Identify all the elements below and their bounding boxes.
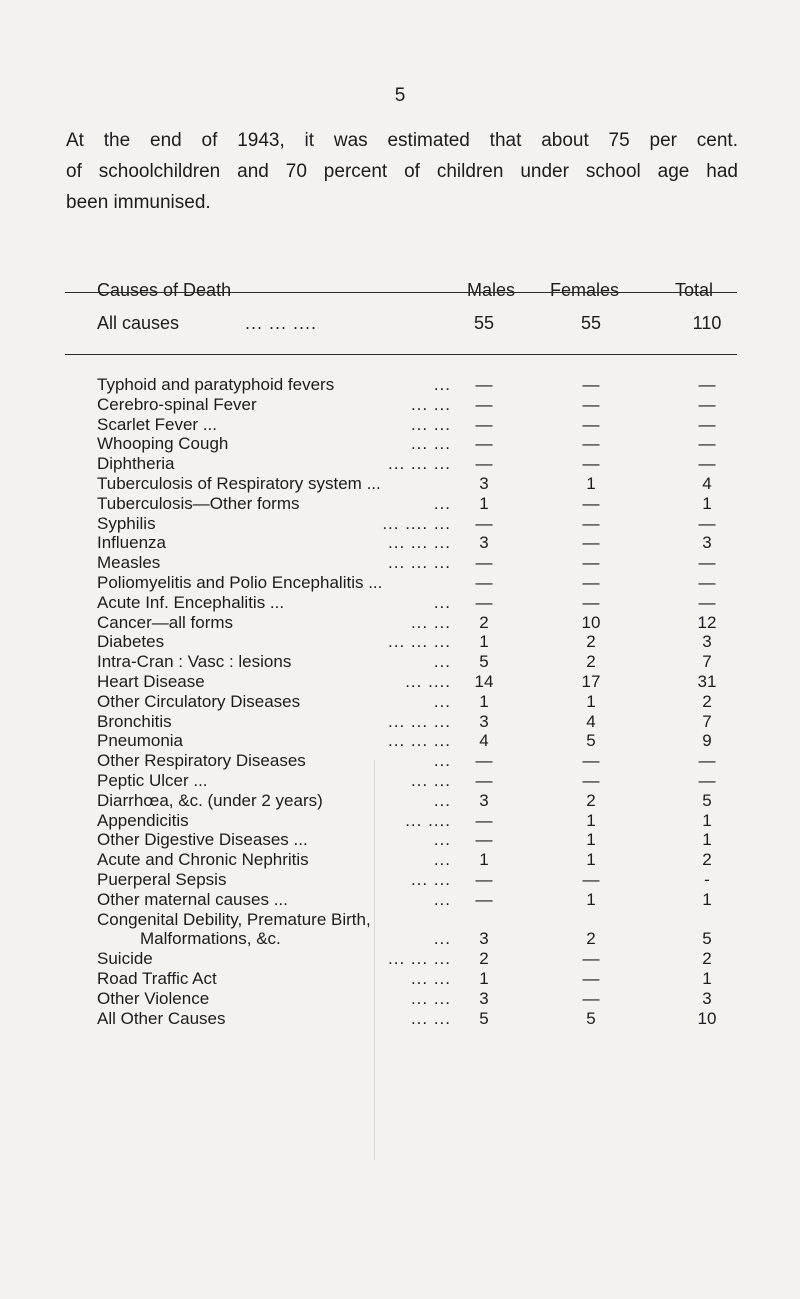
cause-label-text: Acute and Chronic Nephritis <box>97 850 309 870</box>
value-males: 1 <box>479 968 489 988</box>
cause-label <box>97 514 156 534</box>
cause-label <box>97 811 189 831</box>
table-row <box>97 830 737 850</box>
value-males: — <box>475 394 493 414</box>
cause-label-text: Bronchitis <box>97 711 172 731</box>
page-number: 5 <box>394 85 406 106</box>
value-females: 1 <box>586 810 596 830</box>
value-females: — <box>582 592 600 612</box>
table-row <box>97 910 737 950</box>
cause-label <box>97 969 217 989</box>
table-row <box>97 474 737 494</box>
table-row <box>97 395 737 415</box>
value-females: — <box>582 454 600 474</box>
header-causes: Causes of Death <box>97 280 232 300</box>
value-females: — <box>582 968 600 988</box>
value-males: 1 <box>479 850 489 870</box>
value-females: — <box>582 533 600 553</box>
leader-dots: ... ... <box>410 770 451 790</box>
value-total: 7 <box>702 711 712 731</box>
value-total: 5 <box>702 790 712 810</box>
intro-line-1: At the end of 1943, it was estimated that about 75 per cent. <box>66 130 738 151</box>
leader-dots: ... <box>433 830 451 850</box>
value-total: — <box>698 454 716 474</box>
value-males: — <box>475 869 493 889</box>
value-total: — <box>698 434 716 454</box>
cause-label <box>97 830 308 850</box>
table-row <box>97 771 737 791</box>
cause-label-text: Syphilis <box>97 513 156 533</box>
value-males: — <box>475 414 493 434</box>
cause-label <box>97 949 153 969</box>
leader-dots: ... ... <box>410 968 451 988</box>
value-females: 1 <box>586 691 596 711</box>
value-females: 4 <box>586 711 596 731</box>
cause-label-text: Whooping Cough <box>97 434 229 454</box>
cause-label <box>97 593 284 613</box>
leader-dots: ... <box>433 850 451 870</box>
value-total: 1 <box>702 968 712 988</box>
value-females: 5 <box>586 1008 596 1028</box>
value-total: 31 <box>697 671 717 691</box>
cause-label-text: Diarrhœa, &c. (under 2 years) <box>97 790 323 810</box>
value-total: — <box>698 414 716 434</box>
value-total: 7 <box>702 652 712 672</box>
cause-label-text: Intra-Cran : Vasc : lesions <box>97 652 292 672</box>
value-total: 1 <box>702 493 712 513</box>
cause-label <box>97 910 371 950</box>
value-males: — <box>475 810 493 830</box>
all-causes-leader: ... ... .... <box>245 313 318 333</box>
cause-label <box>97 415 217 435</box>
cause-label <box>97 890 288 910</box>
all-causes-label: All causes <box>97 313 180 333</box>
cause-label <box>97 632 164 652</box>
table-row <box>97 672 737 692</box>
value-females: 1 <box>586 850 596 870</box>
all-causes-total: 110 <box>692 313 722 333</box>
leader-dots: ... <box>433 652 451 672</box>
cause-label-text: Other Circulatory Diseases <box>97 691 301 711</box>
value-males: 5 <box>479 1008 489 1028</box>
cause-label-text: Appendicitis <box>97 810 189 830</box>
leader-dots: ... ... <box>410 612 451 632</box>
table-row <box>97 415 737 435</box>
value-females: 1 <box>586 830 596 850</box>
header-females: Females <box>550 280 620 300</box>
value-females: — <box>582 513 600 533</box>
cause-label <box>97 692 300 712</box>
causes-table <box>97 375 737 1028</box>
value-males: 3 <box>479 473 489 493</box>
cause-label-text: Scarlet Fever ... <box>97 414 217 434</box>
value-males: 3 <box>479 711 489 731</box>
table-row <box>97 632 737 652</box>
table-row <box>97 692 737 712</box>
leader-dots: ... ... <box>410 869 451 889</box>
value-females: 1 <box>586 889 596 909</box>
cause-label <box>97 434 228 454</box>
value-males: — <box>475 513 493 533</box>
value-males: 1 <box>479 691 489 711</box>
value-females: 1 <box>586 473 596 493</box>
value-males: 2 <box>479 949 489 969</box>
leader-dots: ... ... <box>410 434 451 454</box>
cause-label-text: Puerperal Sepsis <box>97 869 227 889</box>
value-males: — <box>475 770 493 790</box>
cause-label-continued: Malformations, &c. <box>140 929 281 949</box>
value-females: — <box>582 375 600 394</box>
cause-label-text: Other maternal causes ... <box>97 889 288 909</box>
cause-label-text: Other Digestive Diseases ... <box>97 830 308 850</box>
cause-label-text: Road Traffic Act <box>97 968 217 988</box>
cause-label <box>97 652 291 672</box>
value-total: — <box>698 394 716 414</box>
value-total: 1 <box>702 830 712 850</box>
value-total: - <box>704 869 710 889</box>
value-males: — <box>475 454 493 474</box>
value-females: 10 <box>581 612 601 632</box>
value-males: — <box>475 830 493 850</box>
cause-label <box>97 771 208 791</box>
value-total: 3 <box>702 988 712 1008</box>
value-total: 2 <box>702 850 712 870</box>
cause-label <box>97 751 306 771</box>
cause-label <box>97 573 382 593</box>
value-total: 2 <box>702 691 712 711</box>
cause-label-text: Influenza <box>97 533 166 553</box>
table-row <box>97 731 737 751</box>
table-row <box>97 613 737 633</box>
all-causes-row <box>97 313 737 337</box>
value-females: 2 <box>586 790 596 810</box>
value-total: — <box>698 513 716 533</box>
cause-label-text: Peptic Ulcer ... <box>97 770 208 790</box>
header-males: Males <box>467 280 516 300</box>
cause-label-text: Diphtheria <box>97 454 175 474</box>
cause-label-text: Congenital Debility, Premature Birth, <box>97 909 371 929</box>
value-total: 9 <box>702 731 712 751</box>
cause-label <box>97 989 209 1009</box>
value-males: 5 <box>479 652 489 672</box>
value-females: — <box>582 770 600 790</box>
table-row <box>97 870 737 890</box>
table-row <box>97 712 737 732</box>
value-females: — <box>582 434 600 454</box>
table-row <box>97 811 737 831</box>
table-row <box>97 375 737 395</box>
table-row <box>97 791 737 811</box>
leader-dots: ... ... <box>410 394 451 414</box>
cause-label <box>97 494 299 514</box>
cause-label-text: Pneumonia <box>97 731 184 751</box>
rule-top <box>65 292 737 293</box>
leader-dots: ... <box>433 751 451 771</box>
cause-label <box>97 395 257 415</box>
cause-label <box>97 870 226 890</box>
table-row <box>97 949 737 969</box>
value-females: — <box>582 572 600 592</box>
value-females: 2 <box>586 929 596 949</box>
value-males: — <box>475 889 493 909</box>
leader-dots: ... ... ... <box>388 731 451 751</box>
leader-dots: ... ... ... <box>388 632 451 652</box>
value-females: — <box>582 493 600 513</box>
leader-dots: ... .... <box>405 671 451 691</box>
value-females: 5 <box>586 731 596 751</box>
value-males: 14 <box>474 671 494 691</box>
rule-bottom <box>65 354 737 355</box>
leader-dots: ... ... <box>410 1008 451 1028</box>
cause-label-text: Typhoid and paratyphoid fevers <box>97 375 335 394</box>
table-row <box>97 850 737 870</box>
header-total: Total <box>675 280 714 300</box>
cause-label-text: Other Respiratory Diseases <box>97 751 306 771</box>
intro-line-3: been immunised. <box>66 192 211 213</box>
value-total: 5 <box>702 929 712 949</box>
table-row <box>97 454 737 474</box>
value-males: — <box>475 375 493 394</box>
leader-dots: ... ... ... <box>388 949 451 969</box>
value-females: — <box>582 988 600 1008</box>
table-row <box>97 533 737 553</box>
cause-label-text: Diabetes <box>97 632 165 652</box>
value-females: — <box>582 553 600 573</box>
value-total: 10 <box>697 1008 717 1028</box>
value-males: 3 <box>479 929 489 949</box>
value-total: — <box>698 375 716 394</box>
value-total: 2 <box>702 949 712 969</box>
all-causes-males: 55 <box>473 313 495 333</box>
value-males: 2 <box>479 612 489 632</box>
table-row <box>97 969 737 989</box>
table-row <box>97 434 737 454</box>
leader-dots: ... <box>433 691 451 711</box>
leader-dots: ... <box>433 889 451 909</box>
cause-label-text: Heart Disease <box>97 671 205 691</box>
value-males: 4 <box>479 731 489 751</box>
table-row <box>97 751 737 771</box>
value-males: — <box>475 572 493 592</box>
value-total: 3 <box>702 533 712 553</box>
cause-label-text: Poliomyelitis and Polio Encephalitis ... <box>97 572 383 592</box>
value-females: — <box>582 751 600 771</box>
table-row <box>97 652 737 672</box>
leader-dots: ... .... <box>405 810 451 830</box>
value-females: — <box>582 414 600 434</box>
leader-dots: ... ... ... <box>388 533 451 553</box>
leader-dots: ... <box>433 929 451 949</box>
value-total: — <box>698 770 716 790</box>
cause-label <box>97 712 172 732</box>
value-total: — <box>698 553 716 573</box>
value-males: 1 <box>479 493 489 513</box>
value-total: 1 <box>702 810 712 830</box>
table-row <box>97 593 737 613</box>
value-total: 4 <box>702 473 712 493</box>
value-males: 3 <box>479 533 489 553</box>
table-row <box>97 553 737 573</box>
intro-line-2: of schoolchildren and 70 percent of children under school age had <box>66 161 738 182</box>
leader-dots: ... <box>433 375 451 394</box>
leader-dots: ... <box>433 790 451 810</box>
leader-dots: ... <box>433 493 451 513</box>
cause-label <box>97 454 175 474</box>
cause-label-text: Suicide <box>97 949 153 969</box>
table-row <box>97 494 737 514</box>
leader-dots: ... ... <box>410 414 451 434</box>
value-total: 3 <box>702 632 712 652</box>
leader-dots: ... ... <box>410 988 451 1008</box>
table-row <box>97 573 737 593</box>
intro-paragraph <box>66 125 738 218</box>
cause-label <box>97 375 334 395</box>
cause-label-text: Acute Inf. Encephalitis ... <box>97 592 285 612</box>
cause-label <box>97 850 309 870</box>
all-causes-females: 55 <box>580 313 602 333</box>
cause-label <box>97 1009 226 1029</box>
leader-dots: ... ... ... <box>388 454 451 474</box>
value-males: — <box>475 751 493 771</box>
value-males: 1 <box>479 632 489 652</box>
table-row <box>97 890 737 910</box>
table-row <box>97 514 737 534</box>
cause-label <box>97 613 233 633</box>
value-total: 12 <box>697 612 717 632</box>
value-males: 3 <box>479 988 489 1008</box>
value-females: — <box>582 394 600 414</box>
cause-label-text: Other Violence <box>97 988 210 1008</box>
value-total: — <box>698 572 716 592</box>
value-males: 3 <box>479 790 489 810</box>
cause-label <box>97 533 166 553</box>
value-males: — <box>475 592 493 612</box>
cause-label <box>97 474 381 494</box>
value-males: — <box>475 553 493 573</box>
value-females: 2 <box>586 632 596 652</box>
value-total: — <box>698 751 716 771</box>
cause-label-text: Tuberculosis—Other forms <box>97 493 300 513</box>
cause-label-text: Cerebro-spinal Fever <box>97 394 257 414</box>
cause-label-text: Cancer—all forms <box>97 612 234 632</box>
cause-label <box>97 731 183 751</box>
cause-label <box>97 553 160 573</box>
leader-dots: ... .... ... <box>382 513 451 533</box>
cause-label <box>97 672 205 692</box>
value-total: 1 <box>702 889 712 909</box>
cause-label-text: All Other Causes <box>97 1008 226 1028</box>
cause-label <box>97 791 323 811</box>
value-total: — <box>698 592 716 612</box>
value-males: — <box>475 434 493 454</box>
value-females: 2 <box>586 652 596 672</box>
value-females: — <box>582 949 600 969</box>
cause-label-text: Tuberculosis of Respiratory system ... <box>97 473 381 493</box>
cause-label-text: Measles <box>97 553 161 573</box>
value-females: 17 <box>581 671 601 691</box>
leader-dots: ... ... ... <box>388 711 451 731</box>
leader-dots: ... <box>433 592 451 612</box>
table-row <box>97 1009 737 1029</box>
page-fold-line <box>374 760 375 1160</box>
leader-dots: ... ... ... <box>388 553 451 573</box>
value-females: — <box>582 869 600 889</box>
table-row <box>97 989 737 1009</box>
